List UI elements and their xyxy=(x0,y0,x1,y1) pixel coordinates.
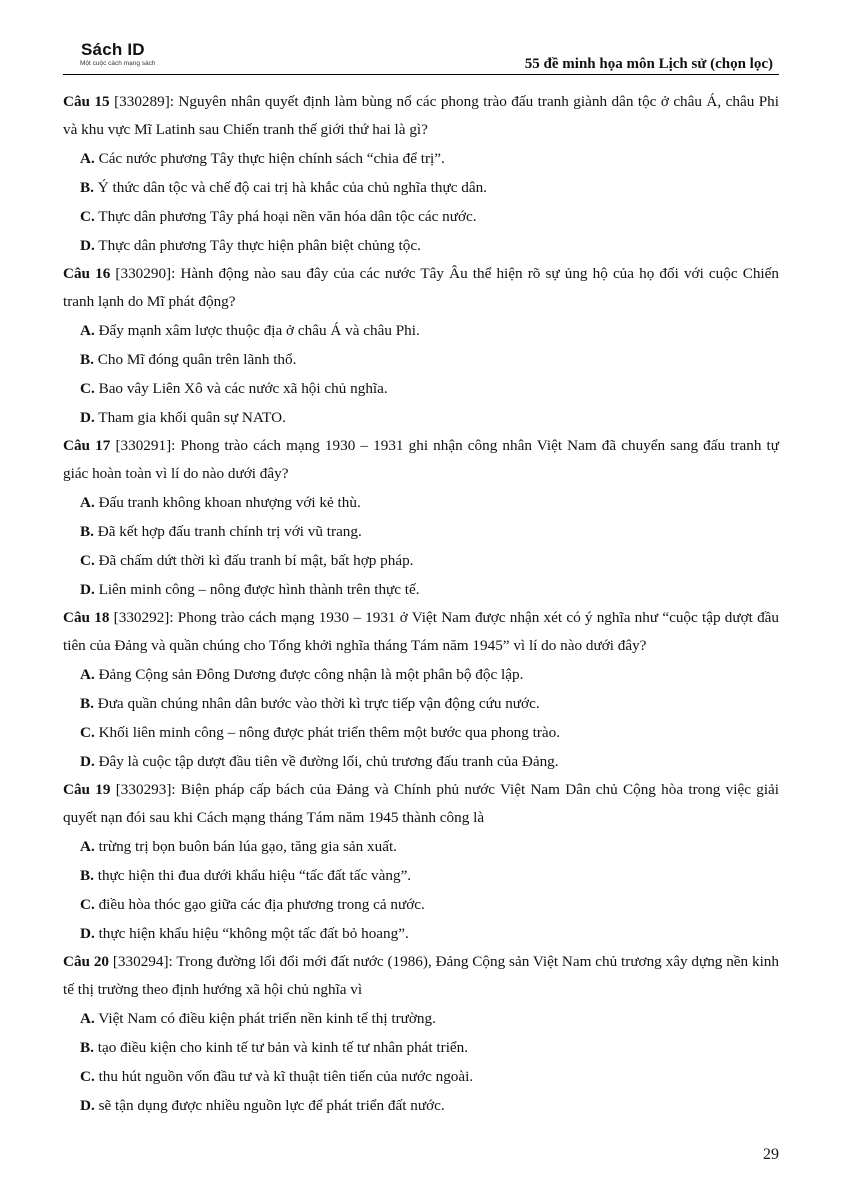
option-letter: D. xyxy=(80,753,95,770)
option-letter: D. xyxy=(80,409,95,426)
question-stem xyxy=(63,260,779,316)
question-stem xyxy=(63,948,779,1004)
brand-logo-text: Sách ID xyxy=(81,40,145,59)
question-list xyxy=(63,88,779,1120)
option-d xyxy=(63,747,779,776)
question-text: [330289]: Nguyên nhân quyết định làm bùng nổ các phong trào đấu tranh giành dân tộc ở châu Á, châu Phi và khu vực Mĩ Latinh sau Chiến tranh thế giới thứ hai là gì? xyxy=(63,93,779,138)
option-b xyxy=(63,345,779,374)
question-number: Câu 18 xyxy=(63,609,110,626)
question-stem xyxy=(63,432,779,488)
option-text: trừng trị bọn buôn bán lúa gạo, tăng gia sản xuất. xyxy=(94,838,397,855)
option-a xyxy=(63,660,779,689)
option-letter: B. xyxy=(80,695,94,712)
option-letter: D. xyxy=(80,925,95,942)
option-letter: A. xyxy=(80,322,95,339)
option-c xyxy=(63,890,779,919)
option-b xyxy=(63,861,779,890)
question-stem xyxy=(63,88,779,144)
option-a xyxy=(63,144,779,173)
question-text: [330291]: Phong trào cách mạng 1930 – 1931 ghi nhận công nhân Việt Nam đã chuyển sang đấu tranh tự giác hoàn toàn vì lí do nào dưới đây? xyxy=(63,437,779,482)
question-text: [330294]: Trong đường lối đổi mới đất nước (1986), Đảng Cộng sản Việt Nam chủ trương xây dựng nền kinh tế thị trường theo định hướng xã hội chủ nghĩa vì xyxy=(63,953,779,998)
option-text: Thực dân phương Tây thực hiện phân biệt chủng tộc. xyxy=(94,237,421,254)
option-text: Đưa quần chúng nhân dân bước vào thời kì trực tiếp vận động cứu nước. xyxy=(93,695,540,712)
option-letter: B. xyxy=(80,1039,94,1056)
option-b xyxy=(63,1033,779,1062)
option-letter: A. xyxy=(80,1010,95,1027)
option-letter: C. xyxy=(80,724,95,741)
option-a xyxy=(63,316,779,345)
option-letter: A. xyxy=(80,150,95,167)
option-b xyxy=(63,173,779,202)
option-text: Ý thức dân tộc và chế độ cai trị hà khắc của chủ nghĩa thực dân. xyxy=(93,179,487,196)
question-text: [330290]: Hành động nào sau đây của các nước Tây Âu thể hiện rõ sự ủng hộ của họ đối với cuộc Chiến tranh lạnh do Mĩ phát động? xyxy=(63,265,779,310)
option-text: thực hiện khẩu hiệu “không một tấc đất bỏ hoang”. xyxy=(94,925,409,942)
option-text: Đây là cuộc tập dượt đầu tiên về đường lối, chủ trương đấu tranh của Đảng. xyxy=(94,753,559,770)
option-d xyxy=(63,575,779,604)
question-text: [330293]: Biện pháp cấp bách của Đảng và Chính phủ nước Việt Nam Dân chủ Cộng hòa trong việc giải quyết nạn đói sau khi Cách mạng tháng Tám năm 1945 thành công là xyxy=(63,781,779,826)
option-letter: A. xyxy=(80,838,95,855)
option-letter: B. xyxy=(80,523,94,540)
option-d xyxy=(63,919,779,948)
option-text: Cho Mĩ đóng quân trên lãnh thổ. xyxy=(93,351,297,368)
question-15 xyxy=(63,88,779,260)
option-text: Tham gia khối quân sự NATO. xyxy=(94,409,286,426)
option-d xyxy=(63,231,779,260)
option-letter: B. xyxy=(80,867,94,884)
option-text: Các nước phương Tây thực hiện chính sách “chia để trị”. xyxy=(94,150,445,167)
option-d xyxy=(63,1091,779,1120)
option-letter: D. xyxy=(80,237,95,254)
book-title: 55 đề minh họa môn Lịch sử (chọn lọc) xyxy=(524,56,773,72)
option-a xyxy=(63,832,779,861)
option-text: sẽ tận dụng được nhiều nguồn lực để phát triển đất nước. xyxy=(94,1097,445,1114)
question-stem xyxy=(63,776,779,832)
brand-tagline: Một cuộc cách mạng sách xyxy=(80,60,156,67)
question-number: Câu 19 xyxy=(63,781,111,798)
question-number: Câu 16 xyxy=(63,265,111,282)
question-17 xyxy=(63,432,779,604)
option-b xyxy=(63,689,779,718)
option-text: Đã chấm dứt thời kì đấu tranh bí mật, bất hợp pháp. xyxy=(94,552,414,569)
question-19 xyxy=(63,776,779,948)
question-stem xyxy=(63,604,779,660)
question-number: Câu 20 xyxy=(63,953,110,970)
page-number: 29 xyxy=(763,1146,779,1163)
question-text: [330292]: Phong trào cách mạng 1930 – 1931 ở Việt Nam được nhận xét có ý nghĩa như “cuộc tập dượt đầu tiên của Đảng và quần chúng cho Tổng khởi nghĩa tháng Tám năm 1945” vì lí do nào dưới đây? xyxy=(63,609,779,654)
option-a xyxy=(63,488,779,517)
option-d xyxy=(63,403,779,432)
option-letter: C. xyxy=(80,380,95,397)
option-text: Khối liên minh công – nông được phát triển thêm một bước qua phong trào. xyxy=(94,724,561,741)
option-text: Thực dân phương Tây phá hoại nền văn hóa dân tộc các nước. xyxy=(94,208,477,225)
option-a xyxy=(63,1004,779,1033)
option-text: Đẩy mạnh xâm lược thuộc địa ở châu Á và châu Phi. xyxy=(94,322,420,339)
option-text: điều hòa thóc gạo giữa các địa phương trong cả nước. xyxy=(94,896,425,913)
option-letter: C. xyxy=(80,208,95,225)
option-text: tạo điều kiện cho kinh tế tư bản và kinh tế tư nhân phát triển. xyxy=(93,1039,469,1056)
option-letter: D. xyxy=(80,1097,95,1114)
option-letter: C. xyxy=(80,896,95,913)
option-letter: C. xyxy=(80,1068,95,1085)
question-20 xyxy=(63,948,779,1120)
option-b xyxy=(63,517,779,546)
option-letter: A. xyxy=(80,494,95,511)
option-c xyxy=(63,546,779,575)
option-text: Đấu tranh không khoan nhượng với kẻ thù. xyxy=(94,494,361,511)
option-letter: B. xyxy=(80,179,94,196)
question-18 xyxy=(63,604,779,776)
question-number: Câu 15 xyxy=(63,93,110,110)
question-16 xyxy=(63,260,779,432)
question-number: Câu 17 xyxy=(63,437,111,454)
option-text: thực hiện thi đua dưới khẩu hiệu “tấc đất tấc vàng”. xyxy=(93,867,412,884)
option-c xyxy=(63,718,779,747)
option-text: Việt Nam có điều kiện phát triển nền kinh tế thị trường. xyxy=(94,1010,436,1027)
option-text: Đảng Cộng sản Đông Dương được công nhận là một phân bộ độc lập. xyxy=(94,666,524,683)
option-c xyxy=(63,1062,779,1091)
option-text: Bao vây Liên Xô và các nước xã hội chủ nghĩa. xyxy=(94,380,388,397)
option-text: Đã kết hợp đấu tranh chính trị với vũ trang. xyxy=(93,523,362,540)
page-header xyxy=(63,38,779,78)
option-text: thu hút nguồn vốn đầu tư và kĩ thuật tiên tiến của nước ngoài. xyxy=(94,1068,474,1085)
option-c xyxy=(63,202,779,231)
option-letter: D. xyxy=(80,581,95,598)
option-text: Liên minh công – nông được hình thành trên thực tế. xyxy=(94,581,420,598)
option-c xyxy=(63,374,779,403)
option-letter: C. xyxy=(80,552,95,569)
option-letter: A. xyxy=(80,666,95,683)
header-divider xyxy=(63,74,779,75)
option-letter: B. xyxy=(80,351,94,368)
